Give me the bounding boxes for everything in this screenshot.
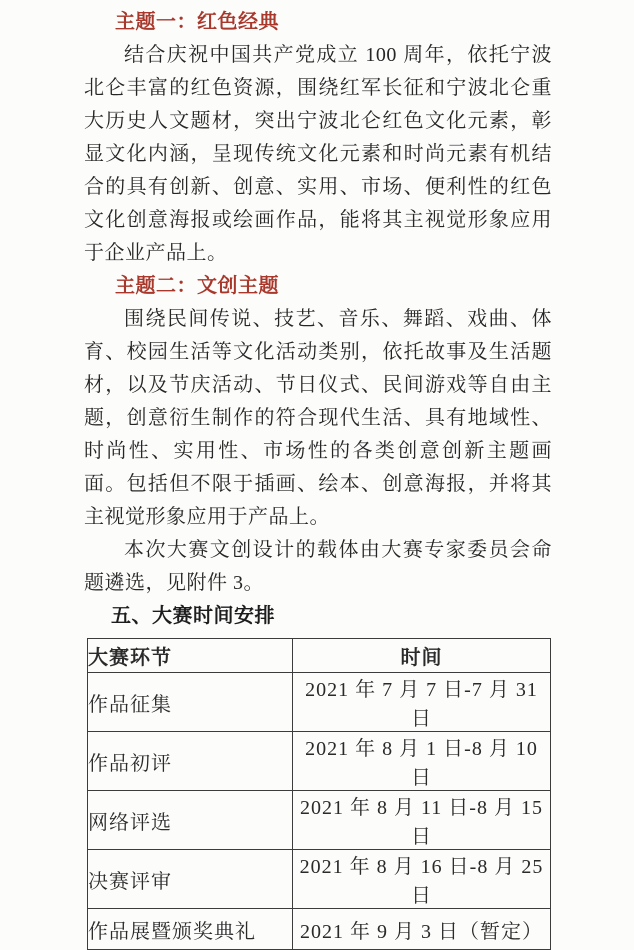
time-cell: 2021 年 7 月 7 日-7 月 31 日 [293,673,551,732]
table-row [88,673,551,732]
table-header-row [88,639,551,673]
time-cell: 2021 年 8 月 11 日-8 月 15 日 [293,791,551,850]
carrier-selection-paragraph: 本次大赛文创设计的载体由大赛专家委员会命题遴选，见附件 3。 [84,539,552,594]
table-row [88,850,551,909]
column-header-stage: 大赛环节 [88,639,293,673]
theme-2-heading: 主题二：文创主题 [115,275,279,297]
theme-1-paragraph: 结合庆祝中国共产党成立 100 周年，依托宁波北仑丰富的红色资源，围绕红军长征和宁波北仑重大历史人文题材，突出宁波北仑红色文化元素，彰显文化内涵，呈现传统文化元素和时尚元素有机结合的具有创新、创意、实用、市场、便利性的红色文化创意海报或绘画作品，能将其主视觉形象应用于企业产品上。 [84,44,552,264]
stage-cell: 网络评选 [88,791,293,850]
stage-cell: 决赛评审 [88,850,293,909]
table-row [88,732,551,791]
time-cell: 2021 年 8 月 16 日-8 月 25 日 [293,850,551,909]
column-header-time: 时间 [293,639,551,673]
theme-1-heading: 主题一：红色经典 [115,11,279,33]
stage-cell: 作品征集 [88,673,293,732]
table-row [88,791,551,850]
stage-cell: 作品展暨颁奖典礼 [88,909,293,950]
theme-2-paragraph: 围绕民间传说、技艺、音乐、舞蹈、戏曲、体育、校园生活等文化活动类别，依托故事及生活题材，以及节庆活动、节日仪式、民间游戏等自由主题，创意衍生制作的符合现代生活、具有地域性、时尚性、实用性、市场性的各类创意创新主题画面。包括但不限于插画、绘本、创意海报，并将其主视觉形象应用于产品上。 [84,308,552,528]
schedule-table [87,638,551,950]
table-row [88,909,551,950]
section-5-schedule-heading: 五、大赛时间安排 [111,605,275,627]
stage-cell: 作品初评 [88,732,293,791]
time-cell: 2021 年 8 月 1 日-8 月 10 日 [293,732,551,791]
time-cell: 2021 年 9 月 3 日（暂定） [293,909,551,950]
